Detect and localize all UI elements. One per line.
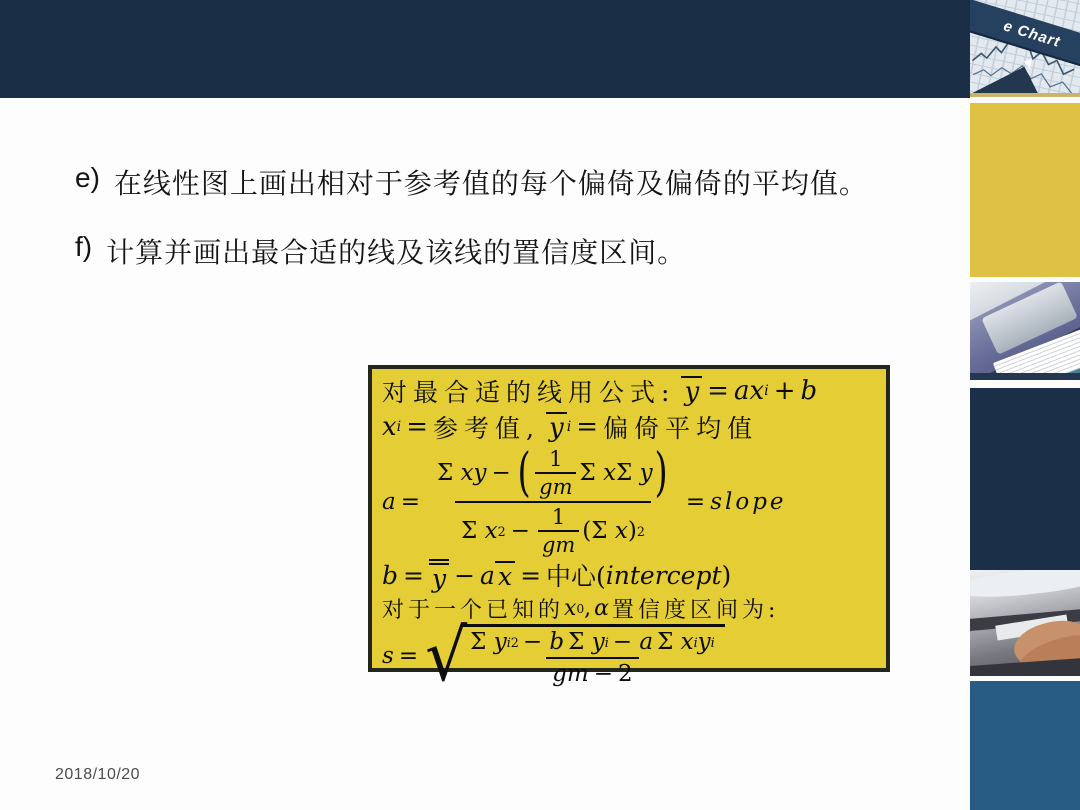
fraction: Σ y i 2 − b Σ y i − a Σ x i y i gm − 2 — [470, 629, 715, 687]
y-double-bar: y — [429, 559, 449, 592]
inner-fraction: $\frac{1}{gm}$ — [535, 447, 576, 499]
formula-line-slope: a = Σ xy − ( $\frac{1}{gm}$ Σ x Σ y ) Σ x 2 − $\frac{1}{gm}$ (Σ x ) 2 = slope — [382, 442, 787, 557]
bullet-item-e — [75, 162, 868, 202]
inner-fraction: $\frac{1}{gm}$ — [538, 505, 579, 557]
sidebar-navy-block — [970, 388, 1080, 570]
sidebar-blue-block — [970, 681, 1080, 810]
sidebar-yellow-block — [970, 103, 1080, 277]
copier-hands-photo — [970, 570, 1080, 676]
formula-line-s: s = √ Σ y i 2 − b Σ y i − a Σ x i y i gm − 2 — [382, 624, 876, 687]
radicand — [462, 624, 725, 687]
bullet-item-f — [75, 231, 686, 271]
chart-photo — [970, 0, 1080, 97]
formula-line-model: 对最合适的线用公式: y = ax i + b — [382, 373, 876, 409]
formula-text: 对于一个已知的 — [382, 598, 565, 623]
formula-box — [368, 365, 890, 697]
bullet-text: 在线性图上画出相对于参考值的每个偏倚及偏倚的平均值。 — [113, 168, 868, 199]
chart-band-label: e Chart — [1001, 17, 1063, 51]
photo-bottom-strip — [970, 373, 1080, 380]
bullet-text: 计算并画出最合适的线及该线的置信度区间。 — [106, 237, 687, 268]
formula-line-intercept: b = y − a x = 中心( intercept ) — [382, 560, 732, 593]
bullet-marker: e) — [75, 162, 100, 193]
y-bar: y — [681, 376, 702, 406]
radical-icon: √ — [425, 613, 468, 697]
slide-date: 2018/10/20 — [55, 766, 141, 783]
printer-photo — [970, 282, 1080, 380]
bullet-marker: f) — [75, 231, 93, 262]
formula-text: 偏倚平均值 — [603, 414, 759, 443]
fraction: Σ xy − ( $\frac{1}{gm}$ Σ x Σ y ) Σ x 2 − $\frac{1}{gm}$ (Σ x ) 2 — [437, 442, 668, 557]
y-bar: y — [546, 412, 567, 442]
formula-text: 置信度区间为: — [612, 598, 780, 623]
formula-line-definitions: x i = 参考值, y i = 偏倚平均值 — [382, 409, 876, 445]
formula-line-confidence: 对于一个已知的 x 0 , α 置信度区间为: — [382, 593, 876, 624]
x-bar: x — [495, 561, 515, 590]
paper-edge-strip — [970, 93, 1080, 97]
close-paren: ) — [654, 442, 668, 503]
open-paren: ( — [517, 442, 531, 503]
formula-text: 参考值, — [433, 414, 540, 443]
formula-text: 对最合适的线用公式: — [382, 378, 676, 407]
copier-highlight — [970, 570, 1080, 602]
header-bar — [0, 0, 970, 98]
